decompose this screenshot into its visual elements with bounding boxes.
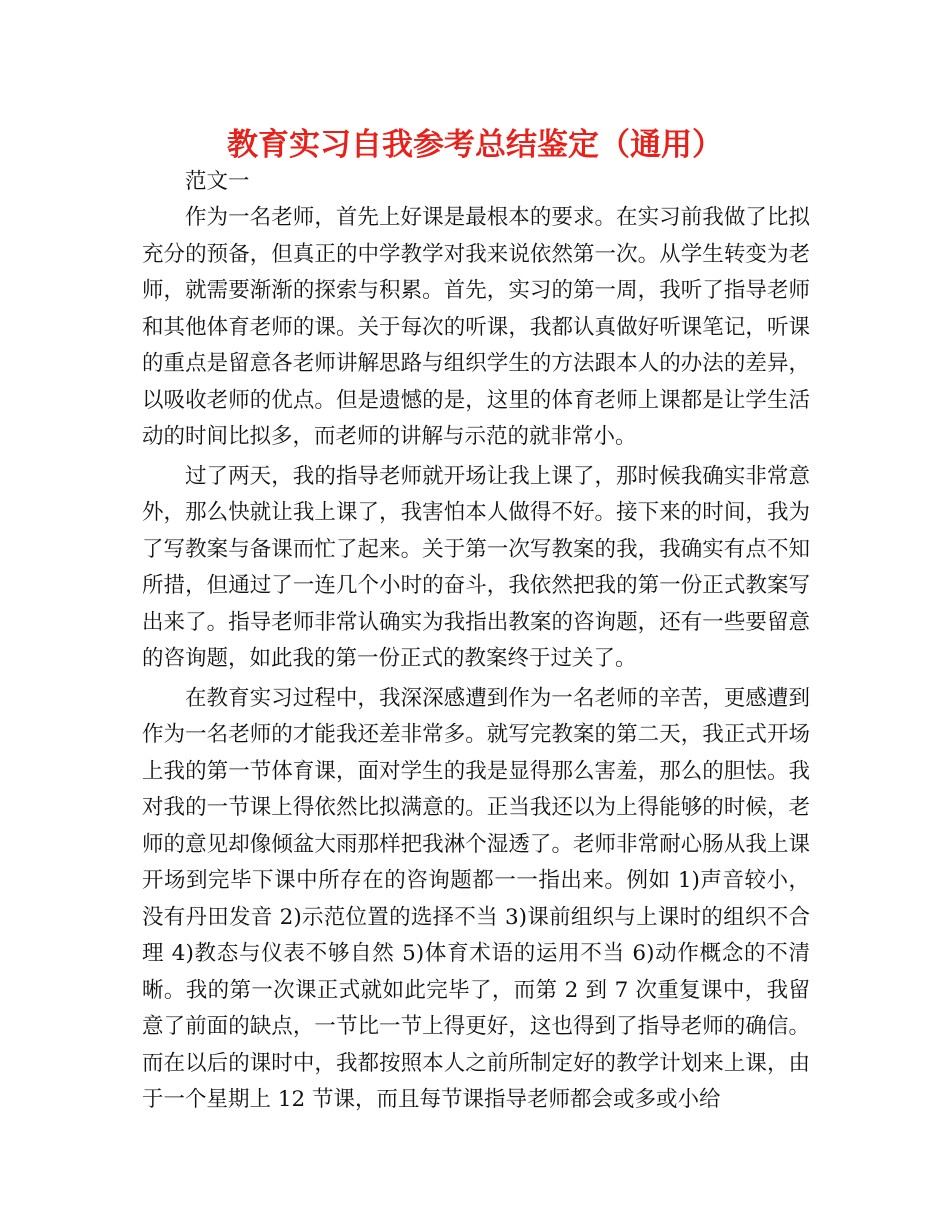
document-body [142, 166, 810, 1122]
paragraph-2: 过了两天，我的指导老师就开场让我上课了，那时候我确实非常意外，那么快就让我上课了，我害怕本人做得不好。接下来的时间，我为了写教案与备课而忙了起来。关于第一次写教案的我，我确实有点不知所措，但通过了一连几个小时的奋斗，我依然把我的第一份正式教案写出来了。指导老师非常认确实为我指出教案的咨询题，还有一些要留意的咨询题，如此我的第一份正式的教案终于过关了。 [142, 463, 810, 671]
document-title: 教育实习自我参考总结鉴定（通用） [227, 127, 723, 163]
section-label: 范文一 [185, 169, 250, 194]
paragraph-3: 在教育实习过程中，我深深感遭到作为一名老师的辛苦，更感遭到作为一名老师的才能我还差非常多。就写完教案的第二天，我正式开场上我的第一节体育课，面对学生的我是显得那么害羞，那么的胆怯。我对我的一节课上得依然比拟满意的。正当我还以为上得能够的时候，老师的意见却像倾盆大雨那样把我淋个湿透了。老师非常耐心肠从我上课开场到完毕下课中所存在的咨询题都一一指出来。例如 1)声音较小，没有丹田发音 2)示范位置的选择不当 3)课前组织与上课时的组织不合理 4)教态与仪表不够自然 5)体育术语的运用不当 6)动作概念的不清晰。我的第一次课正式就如此完毕了，而第 2 到 7 次重复课中，我留意了前面的缺点，一节比一节上得更好，这也得到了指导老师的确信。而在以后的课时中，我都按照本人之前所制定好的教学计划来上课，由于一个星期上 12 节课，而且每节课指导老师都会或多或小给 [142, 685, 810, 1112]
paragraph-1: 作为一名老师，首先上好课是最根本的要求。在实习前我做了比拟充分的预备，但真正的中学教学对我来说依然第一次。从学生转变为老师，就需要渐渐的探索与积累。首先，实习的第一周，我听了指导老师和其他体育老师的课。关于每次的听课，我都认真做好听课笔记，听课的重点是留意各老师讲解思路与组织学生的方法跟本人的办法的差异，以吸收老师的优点。但是遗憾的是，这里的体育老师上课都是让学生活动的时间比拟多，而老师的讲解与示范的就非常小。 [142, 205, 810, 449]
